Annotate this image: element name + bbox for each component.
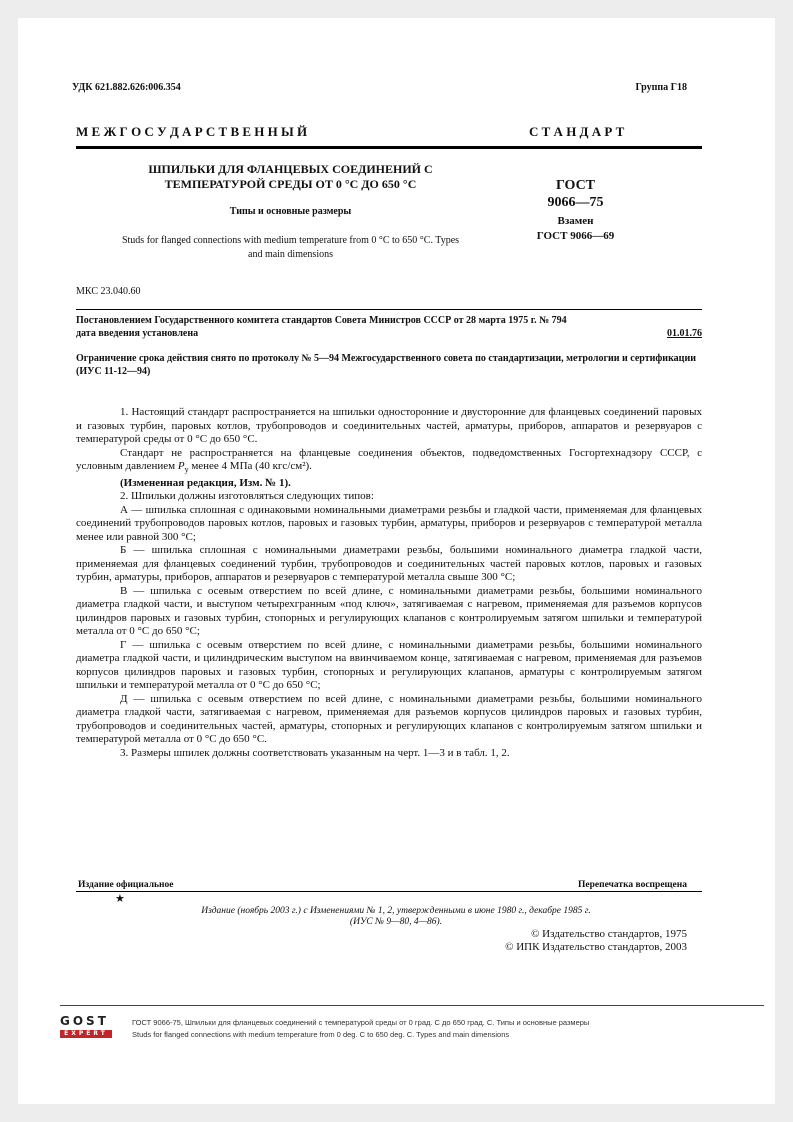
- edition-note: Издание (ноябрь 2003 г.) с Изменениями № 1, 2, утвержденными в июне 1980 г., декабре 1985 г. (ИУС № 9—80, 4—86).: [201, 906, 591, 927]
- title-block: [118, 162, 463, 262]
- gost-expert-logo[interactable]: GOST EXPERT: [60, 1015, 112, 1042]
- interstate-word-2: С Т А Н Д А Р Т: [529, 124, 625, 139]
- paragraph-3: 2. Шпильки должны изготовляться следующих типов:: [120, 490, 374, 503]
- site-footer-rule: [60, 1005, 764, 1006]
- paragraph-1: 1. Настоящий стандарт распространяется на шпильки односторонние и двусторонние для фланцевых соединений паровых и газовых турбин, паровых котлов, трубопроводов и соединительных частей, арматуры, приборов, аппаратов и резервуаров с температурой среды от 0 °С до 650 °С.: [76, 406, 702, 445]
- replaced-standard: ГОСТ 9066—69: [536, 230, 615, 242]
- site-footer-line-en: Studs for flanged connections with medium temperature from 0 deg. C to 650 deg. C. Types and main dimensions: [132, 1030, 510, 1039]
- type-g: Г — шпилька с осевым отверстием по всей длине, с номинальными диаметрами резьбы, большими номинального диаметра гладкой части, и цилиндрическим выступом на ввинчиваемом конце, затягиваемая с нагревом, применяемая для разъемов корпусов цилиндров паровых и газовых турбин, стопорных и регулирующих клапанов, арматуры с контролируемым затягом шпильки и температурой металла от 0 °С до 650 °С;: [76, 638, 702, 692]
- type-v: В — шпилька с осевым отверстием по всей длине, с номинальными диаметрами резьбы, большими номинального диаметра гладкой части, и выступом четырехгранным «под ключ», затягиваемая с нагревом, применяемая для разъемов корпусов цилиндров паровых и газовых турбин, стопорных и регулирующих клапанов с контролируемым затягом шпильки и температурой металла от 0 °С до 650 °С;: [76, 584, 702, 638]
- copyright: © Издательство стандартов, 1975 © ИПК Издательство стандартов, 2003: [505, 928, 687, 953]
- footer-divider: [76, 891, 702, 892]
- effective-date: 01.01.76: [667, 328, 702, 339]
- mks-code: МКС 23.040.60: [76, 286, 141, 297]
- udk-code: УДК 621.882.626:006.354: [72, 82, 181, 93]
- official-edition-label: Издание официальное: [78, 880, 174, 890]
- document-page: [18, 18, 775, 1104]
- amendment-note: (Измененная редакция, Изм. № 1).: [120, 476, 291, 489]
- replaces-label: Взамен: [557, 215, 594, 227]
- group-code: Группа Г18: [635, 82, 687, 93]
- interstate-standard-heading: [76, 124, 700, 140]
- gost-word: ГОСТ: [555, 178, 596, 193]
- interstate-word-1: М Е Ж Г О С У Д А Р С Т В Е Н Н Ы Й: [76, 124, 308, 139]
- paragraph-4: 3. Размеры шпилек должны соответствовать указанным на черт. 1—3 и в табл. 1, 2.: [120, 746, 510, 759]
- star-icon: ★: [115, 893, 125, 905]
- header-rule: [76, 146, 702, 149]
- gost-designation: [513, 178, 638, 242]
- gost-number: 9066—75: [547, 195, 604, 210]
- paragraph-2: Стандарт не распространяется на фланцевые соединения объектов, подведомственных Госгортехнадзору СССР, с условным давлением $P_у$ менее 4 МПа (40 кгс/см²).: [76, 446, 702, 475]
- site-footer-line-ru: ГОСТ 9066-75, Шпильки для фланцевых соединений с температурой среды от 0 град. С до 650 град. С. Типы и основные размеры: [132, 1018, 590, 1027]
- subtitle-russian: Типы и основные размеры: [229, 206, 352, 217]
- reprint-prohibited-label: Перепечатка воспрещена: [577, 880, 687, 890]
- decree-block: [76, 314, 702, 340]
- limitation-note: Ограничение срока действия снято по протоколу № 5—94 Межгосударственного совета по стандартизации, метрологии и сертификации (ИУС 11-12—94): [76, 353, 696, 377]
- title-russian: ШПИЛЬКИ ДЛЯ ФЛАНЦЕВЫХ СОЕДИНЕНИЙ С ТЕМПЕРАТУРОЙ СРЕДЫ ОТ 0 °С ДО 650 °С: [148, 162, 433, 191]
- type-d: Д — шпилька с осевым отверстием по всей длине, с номинальными диаметрами резьбы, большими номинального диаметра гладкой части, затягиваемая с нагревом, применяемая для разъемов корпусов цилиндров паровых и газовых турбин, трубопроводов и соединительных частей, арматуры, стопорных и регулирующих клапанов с контролируемым затягом шпильки и температурой металла от 0 °С до 650 °С.: [76, 692, 702, 746]
- divider-rule: [76, 309, 702, 310]
- site-footer-text: [132, 1017, 752, 1041]
- title-english: Studs for flanged connections with medium temperature from 0 °C to 650 °C. Types and main dimensions: [121, 235, 460, 260]
- type-a: А — шпилька сплошная с одинаковыми номинальными диаметрами резьбы и гладкой части, применяемая для фланцевых соединений трубопроводов паровых котлов, паровых и газовых турбин, арматуры, приборов и резервуаров с температурой металла менее или равной 300 °С;: [76, 503, 702, 543]
- effective-date-label: дата введения установлена: [76, 328, 199, 339]
- decree-line: Постановлением Государственного комитета стандартов Совета Министров СССР от 28 марта 1975 г. № 794: [76, 315, 567, 326]
- body-text: [76, 406, 702, 760]
- type-b: Б — шпилька сплошная с номинальными диаметрами резьбы, большими номинального диаметра гладкой части, применяемая для фланцевых соединений турбин, трубопроводов и соединительных частей паровых котлов, паровых и газовых турбин, арматуры, приборов, аппаратов и резервуаров с температурой металла свыше 300 °С;: [76, 544, 702, 584]
